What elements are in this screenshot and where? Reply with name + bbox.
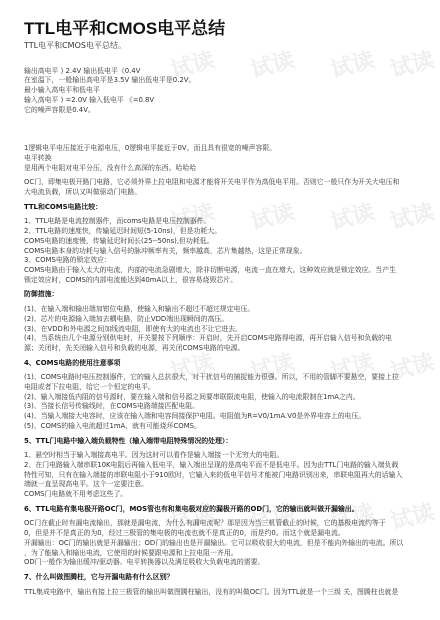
- watermark: 试读: [388, 199, 438, 236]
- watermark: 试读: [328, 199, 378, 236]
- text-line: 输入高电平 ) =2.0V 输入低电平 《=0.8V: [24, 95, 155, 104]
- watermark: 试读: [168, 499, 218, 536]
- spacer: [24, 115, 420, 125]
- text-line: (3)、在VDD和外电源之间加线流电阻，即使有大的电流也不让它进去。: [24, 324, 243, 333]
- text-line: 1、悬空时相当于输入端接高电平。因为这时可以看作是输入端接一个无穷大的电阻。: [24, 451, 284, 460]
- text-line: 最小输入高电平和低电平: [24, 86, 100, 95]
- text-line: 特性可知，只有在输入端接的串联电阻小于910欧时，它输入来的低电平信号才能被门电路识别出来，串联电阻再大的话输入: [24, 470, 403, 479]
- text-line: 它的噪声容限是0.4V。: [24, 105, 95, 114]
- section-heading: 4、COMS电路的使用注意事项: [24, 358, 121, 367]
- text-line: 2、TTL电路的速度快，传输延迟时间短(5-10ns)，但是功耗大。: [24, 227, 222, 236]
- text-line: OD门一般作为输出缓冲/驱动器、电平转换器以及满足吸收大负载电流的需要。: [24, 558, 265, 567]
- text-line: 源；关闭时，先关闭输入信号和负载的电源，再关闭COMS电路的电源。: [24, 343, 245, 352]
- watermark: 试读: [168, 47, 218, 84]
- watermark: 试读: [248, 349, 298, 386]
- watermark: 试读: [328, 499, 378, 536]
- section-heading: 防御措施：: [24, 290, 59, 299]
- text-line: 开漏输出：OC门的输出就是开漏输出；OD门的输出也是开漏输出。它可以吸收很大的电流，但是不能向外输出的电流。所以: [24, 538, 404, 547]
- watermark: 试读: [248, 47, 298, 84]
- text-line: (1)、在输入端和输出端加钳位电路，使输入和输出不超过不超过规定电压。: [24, 305, 255, 314]
- text-line: 电阻或者下拉电阻，给它一个恒定的电平。: [24, 383, 155, 392]
- text-line: (4)、当系统由几个电源分别供电时，开关要按下列顺序：开启时，先开启COMS电路得电源，再开启输入信号和负载的电: [24, 334, 392, 343]
- text-line: 是用两个电阻对电平分压，没有什么高深的东西。哈哈哈: [24, 163, 197, 172]
- text-line: 1、TTL电路是电流控制器件，而coms电路是电压控制器件。: [24, 217, 211, 226]
- text-line: (3)、当接长信号传输线时，在COMS电路端接匹配电阻。: [24, 402, 200, 411]
- section-heading: 7、什么叫做图腾柱，它与开漏电路有什么区别？: [24, 572, 174, 581]
- document-body: [24, 40, 420, 597]
- text-line: OC门在截止时有漏电流输出，那就是漏电流，为什么有漏电流呢？那是因为当三机管截止的时候，它的基极电流约等于: [24, 519, 386, 528]
- text-line: (4)、当输入端接大电容时，应该在输入端和电容间接保护电阻。电阻值为R=V0/1mA.V0是外界电容上的电压。: [24, 412, 366, 421]
- section-heading: 6、TTL电路有集电极开路OC门，MOS管也有和集电极对应的漏极开路的OD门，它的输出就叫做开漏输出。: [24, 504, 359, 513]
- document-title: TTL电平和CMOS电平总结: [24, 19, 226, 38]
- text-line: 电平转换: [24, 153, 52, 162]
- text-line: 3、COMS电路的锁定效应：: [24, 256, 111, 265]
- text-line: (2)、输入端接低内阻的信号源时，要在输入端和信号源之间要串联限流电阻，使输入的电流限制在1mA之内。: [24, 392, 360, 401]
- text-line: OC门，即集电极开路门电路，它必须外界上拉电阻和电源才能将开关电平作为高低电平用。否则它一般只作为开关大电压和: [24, 178, 400, 187]
- watermark: 试读: [388, 349, 438, 386]
- text-line: COMS电路的速度慢，传输延迟时间长(25--50ns),但功耗低。: [24, 236, 214, 245]
- text-line: COMS电路由于输入太大的电流，内部的电流急剧增大，除非切断电源，电流一直在增大。这种效应就是锁定效应。当产生: [24, 266, 396, 274]
- document-subtitle: TTL电平和CMOS电平总结。: [24, 41, 126, 50]
- section-heading: 5、TTL门电路中输入端负载特性（输入端带电阻特殊情况的处理）：: [24, 436, 233, 445]
- watermark: 试读: [388, 47, 438, 84]
- text-line: 2、在门电路输入端串联10K电阻后再输入低电平，输入端出呈现的是高电平而不是低电平。因为由TTL门电路的输入端负载: [24, 460, 399, 469]
- watermark: 试读: [388, 499, 438, 536]
- section-heading: TTL和COMS电路比较：: [24, 202, 103, 211]
- text-line: 锁定效应时，COMS的内部电流能达到40mA以上，很容易烧毁芯片。: [24, 275, 238, 284]
- spacer: [24, 125, 420, 135]
- text-line: 0，但是并不是真正的为0，经过三极管的集电极的电流也就不是真正的0，而是约0。而这个就是漏电流。: [24, 529, 345, 538]
- text-line: TTL集成电路中，输出有接上拉三极管的输出叫做图腾柱输出，没有的叫做OC门。因为TTL就是一个三级 关，图腾柱也就是: [24, 587, 399, 596]
- watermark: 试读: [248, 199, 298, 236]
- text-line: 输出高电平 ) 2.4V 输出低电平《0.4V: [24, 66, 141, 75]
- spacer: [24, 52, 420, 62]
- text-line: 端就一直呈现高电平。这个一定要注意。: [24, 480, 149, 489]
- text-line: ，为了能输入和输出电流，它使用的时候要跟电源和上拉电阻一齐用。: [24, 548, 238, 557]
- watermark: 试读: [168, 199, 218, 236]
- text-line: COMS门电路就不用考虑这些了。: [24, 490, 128, 499]
- text-line: 1逻辑电平电压接近于电源电压，0逻辑电平接近于0V。而且具有很宽的噪声容限。: [24, 144, 277, 153]
- watermark: 试读: [328, 47, 378, 84]
- spacer: [24, 135, 420, 145]
- text-line: (2)、芯片的电源输入端加去耦电路，防止VDD端出现瞬间的高压。: [24, 314, 229, 323]
- text-line: (5)、COMS的输入电流超过1mA，就有可能烧坏COMS。: [24, 421, 201, 430]
- text-line: 大电流负载，所以又叫做驱动门电路。: [24, 188, 142, 197]
- text-line: 在室温下，一般输出高电平是3.5V 输出低电平是0.2V。: [24, 76, 196, 85]
- watermark: 试读: [328, 349, 378, 386]
- watermark: 试读: [248, 499, 298, 536]
- watermark: 试读: [168, 349, 218, 386]
- text-line: (1)、COMS电路时电压控制器件，它的输入总抗很大，对干扰信号的捕捉能力很强。所以，不用的管脚不要悬空，要接上拉: [24, 373, 399, 382]
- text-line: COMS电路本身的功耗与输入信号的脉冲频率有关，频率越高，芯片集越热，这是正常现象。: [24, 246, 307, 255]
